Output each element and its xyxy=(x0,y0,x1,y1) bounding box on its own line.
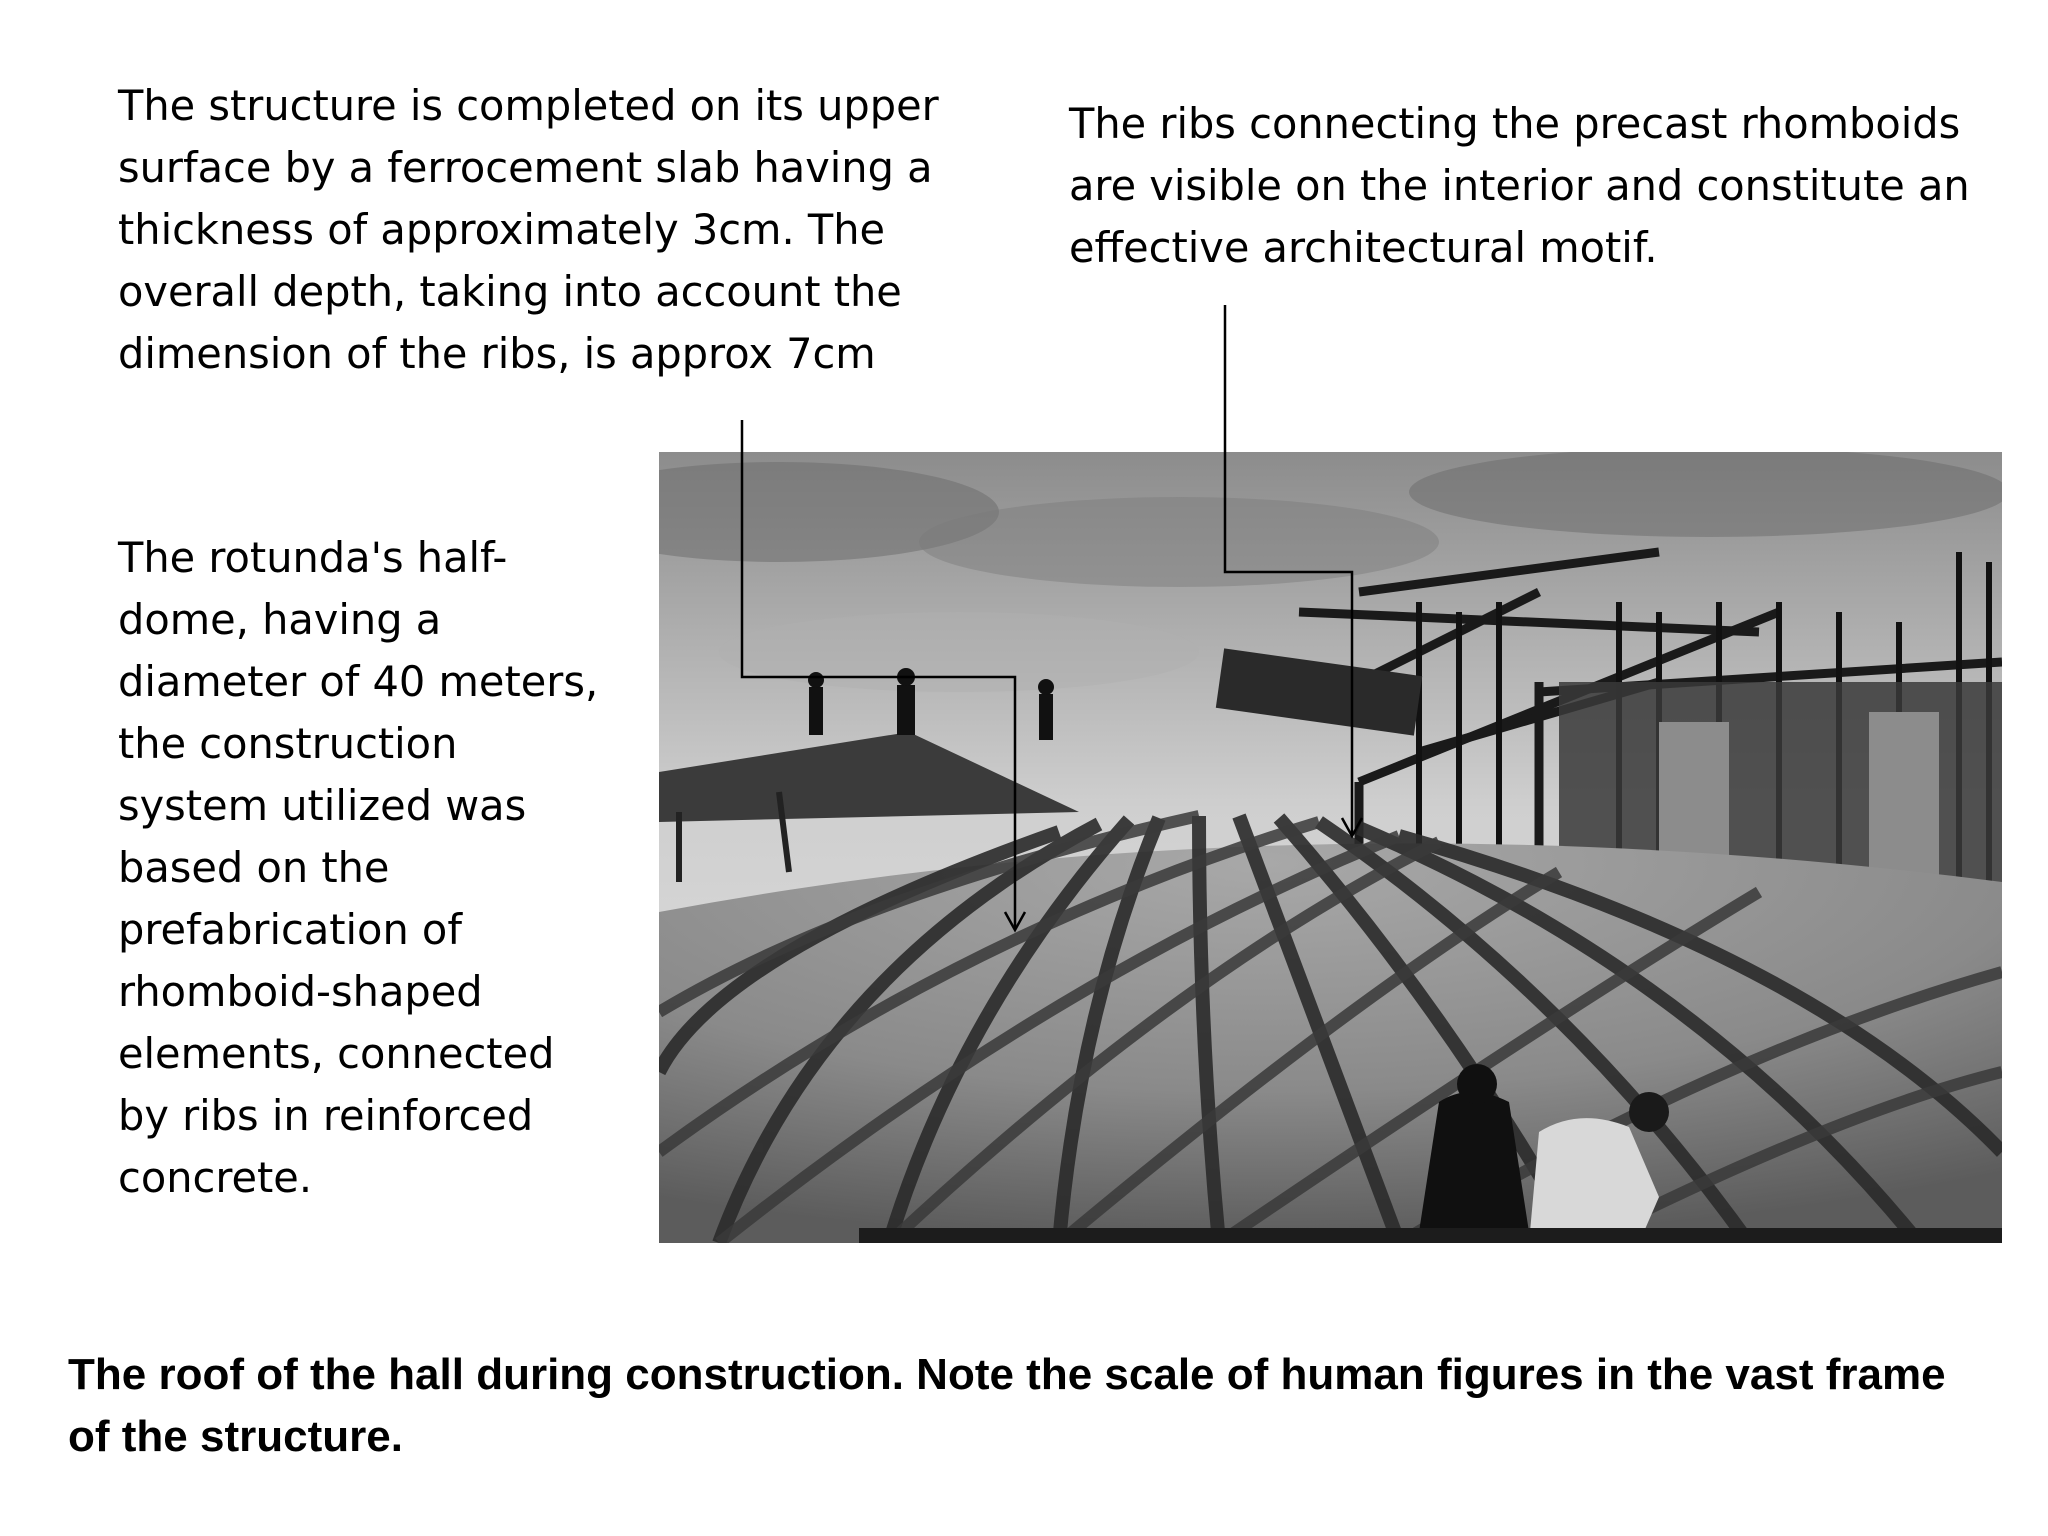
dome-construction-photo xyxy=(659,452,2002,1243)
annotation-upper-surface: The structure is completed on its upper surface by a ferrocement slab having a thickness of approximately 3cm. The overall depth, taking into account the dimension of the ribs, is approx 7cm xyxy=(118,81,939,378)
figure-caption: The roof of the hall during construction. Note the scale of human figures in the vast frame of the structure. xyxy=(68,1350,1946,1461)
annotation-ribs: The ribs connecting the precast rhomboids are visible on the interior and constitute an effective architectural motif. xyxy=(1069,99,1970,272)
annotation-rotunda: The rotunda's half- dome, having a diameter of 40 meters, the construction system utilized was based on the prefabrication of rhomboid-shaped elements, connected by ribs in reinforced concrete. xyxy=(118,533,599,1202)
